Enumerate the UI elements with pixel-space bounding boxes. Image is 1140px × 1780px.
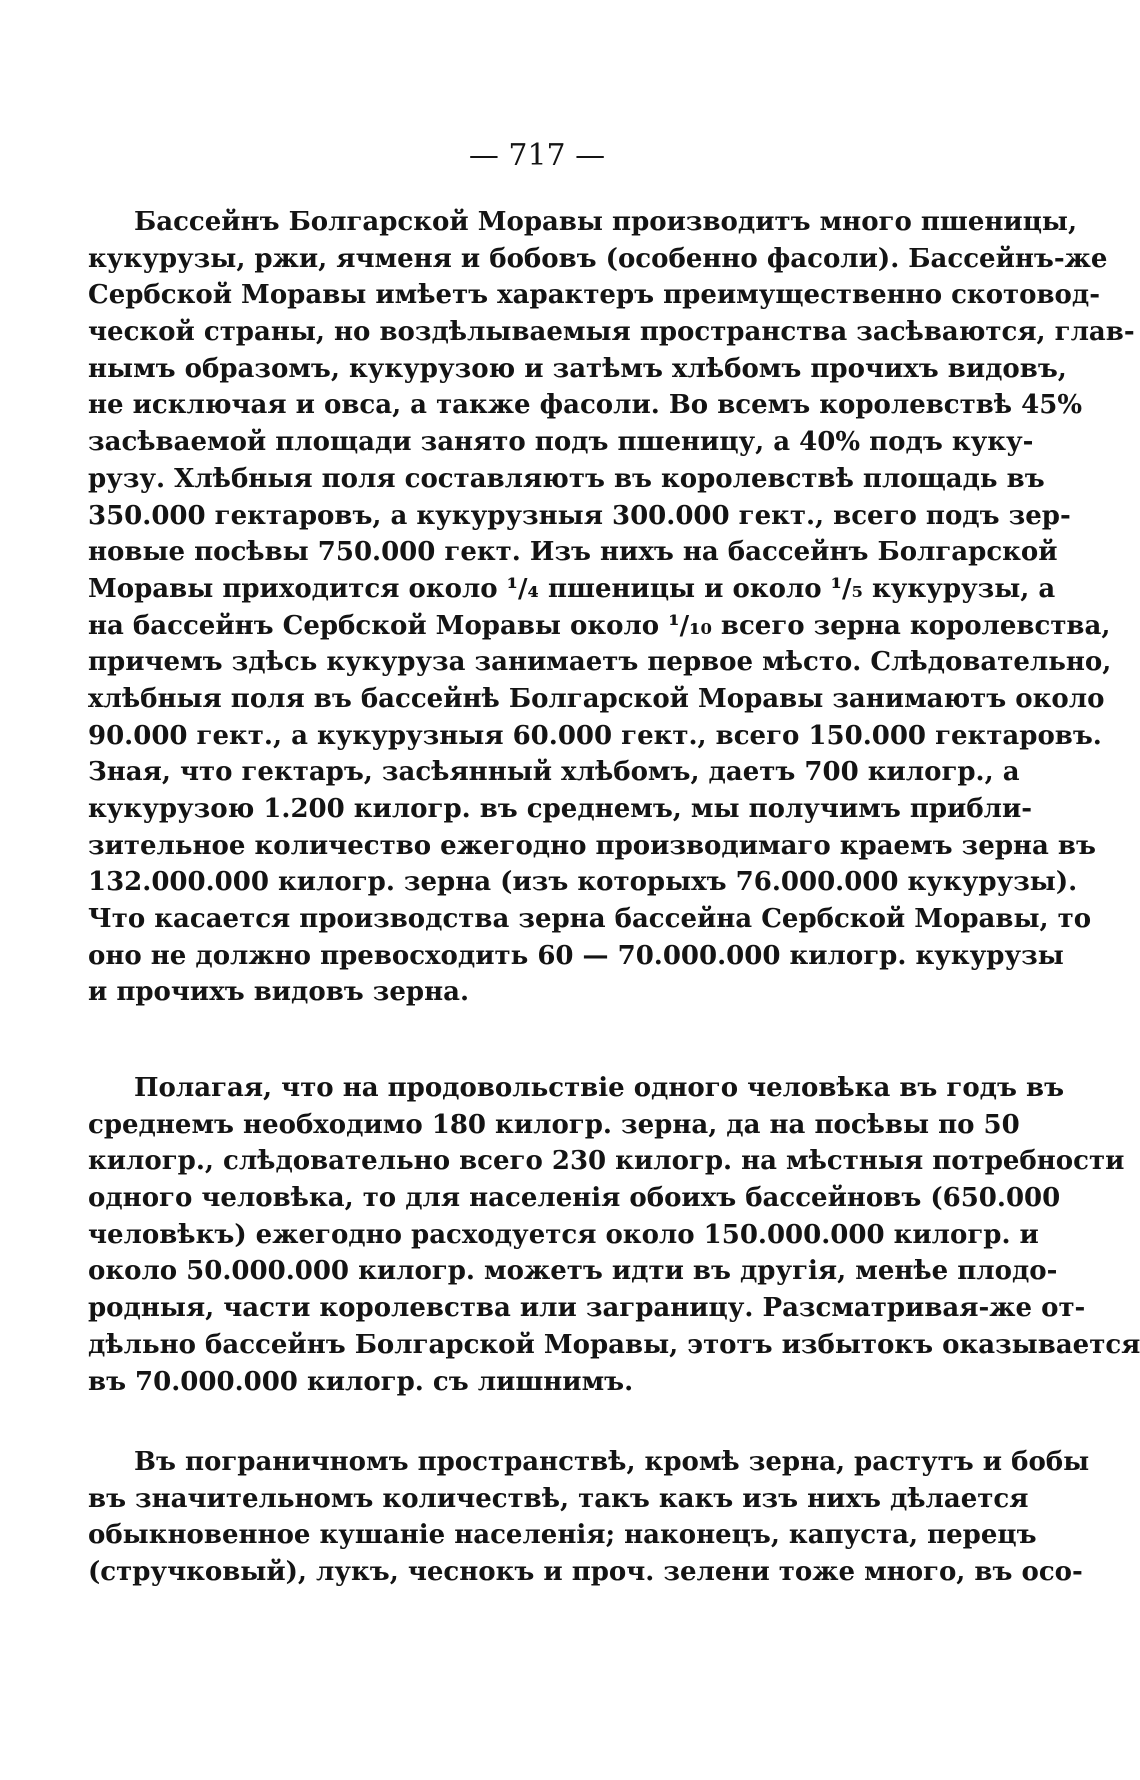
- text-line: зительное количество ежегодно производимаго краемъ зерна въ: [88, 830, 1096, 861]
- text-line: Полагая, что на продовольствіе одного человѣка въ годъ въ: [134, 1073, 1065, 1103]
- text-line: ческой страны, но воздѣлываемыя пространства засѣваются, глав-: [88, 317, 1135, 348]
- paragraph-2: [88, 1070, 1140, 1400]
- text-line: 350.000 гектаровъ, а кукурузныя 300.000 гект., всего подъ зер-: [88, 500, 1071, 531]
- text-line: родныя, части королевства или заграницу. Разсматривая-же от-: [88, 1293, 1086, 1324]
- text-line: обыкновенное кушаніе населенія; наконецъ, капуста, перецъ: [88, 1520, 1037, 1551]
- text-line: среднемъ необходимо 180 килогр. зерна, да на посѣвы по 50: [88, 1109, 1020, 1140]
- text-line: человѣкъ) ежегодно расходуется около 150.000.000 килогр. и: [88, 1219, 1039, 1250]
- text-line: причемъ здѣсь кукуруза занимаетъ первое мѣсто. Слѣдовательно,: [88, 647, 1112, 678]
- paragraph-3: [88, 1444, 1090, 1591]
- paragraph-1: [88, 204, 1135, 1011]
- text-line: на бассейнъ Сербской Моравы около ¹/₁₀ всего зерна королевства,: [88, 610, 1111, 641]
- text-line: кукурузою 1.200 килогр. въ среднемъ, мы получимъ прибли-: [88, 794, 1033, 824]
- text-line: Въ пограничномъ пространствѣ, кромѣ зерна, растутъ и бобы: [134, 1447, 1090, 1477]
- text-line: Моравы приходится около ¹/₄ пшеницы и около ¹/₅ кукурузы, а: [88, 573, 1056, 604]
- text-line: Что касается производства зерна бассейна Сербской Моравы, то: [88, 904, 1092, 935]
- text-line: 90.000 гект., а кукурузныя 60.000 гект., всего 150.000 гектаровъ.: [88, 720, 1102, 751]
- text-line: не исключая и овса, а также фасоли. Во всемъ королевствѣ 45%: [88, 390, 1083, 421]
- text-line: Сербской Моравы имѣетъ характеръ преимущественно скотовод-: [88, 280, 1101, 311]
- text-line: (стручковый), лукъ, чеснокъ и проч. зелени тоже много, въ осо-: [88, 1557, 1083, 1588]
- text-line: Бассейнъ Болгарской Моравы производитъ много пшеницы,: [134, 207, 1078, 237]
- text-line: 132.000.000 килогр. зерна (изъ которыхъ 76.000.000 кукурузы).: [88, 867, 1078, 898]
- page-number: — 717 —: [468, 138, 606, 173]
- text-line: и прочихъ видовъ зерна.: [88, 977, 470, 1008]
- text-line: Зная, что гектаръ, засѣянный хлѣбомъ, даетъ 700 килогр., а: [88, 757, 1020, 788]
- text-line: оно не должно превосходить 60 — 70.000.000 килогр. кукурузы: [88, 940, 1064, 971]
- text-line: дѣльно бассейнъ Болгарской Моравы, этотъ избытокъ оказывается: [88, 1329, 1140, 1360]
- text-line: около 50.000.000 килогр. можетъ идти въ другія, менѣе плодо-: [88, 1256, 1058, 1287]
- text-line: хлѣбныя поля въ бассейнѣ Болгарской Моравы занимаютъ около: [88, 683, 1105, 714]
- text-line: рузу. Хлѣбныя поля составляютъ въ королевствѣ площадь въ: [88, 463, 1045, 494]
- text-line: засѣваемой площади занято подъ пшеницу, а 40% подъ куку-: [88, 427, 1034, 458]
- text-line: новые посѣвы 750.000 гект. Изъ нихъ на бассейнъ Болгарской: [88, 537, 1058, 568]
- text-line: нымъ образомъ, кукурузою и затѣмъ хлѣбомъ прочихъ видовъ,: [88, 353, 1067, 384]
- text-line: кукурузы, ржи, ячменя и бобовъ (особенно фасоли). Бассейнъ-же: [88, 243, 1108, 274]
- text-line: въ значительномъ количествѣ, такъ какъ изъ нихъ дѣлается: [88, 1483, 1029, 1514]
- text-line: въ 70.000.000 килогр. съ лишнимъ.: [88, 1366, 634, 1397]
- text-line: одного человѣка, то для населенія обоихъ бассейновъ (650.000: [88, 1183, 1061, 1214]
- text-line: килогр., слѣдовательно всего 230 килогр. на мѣстныя потребности: [88, 1146, 1125, 1177]
